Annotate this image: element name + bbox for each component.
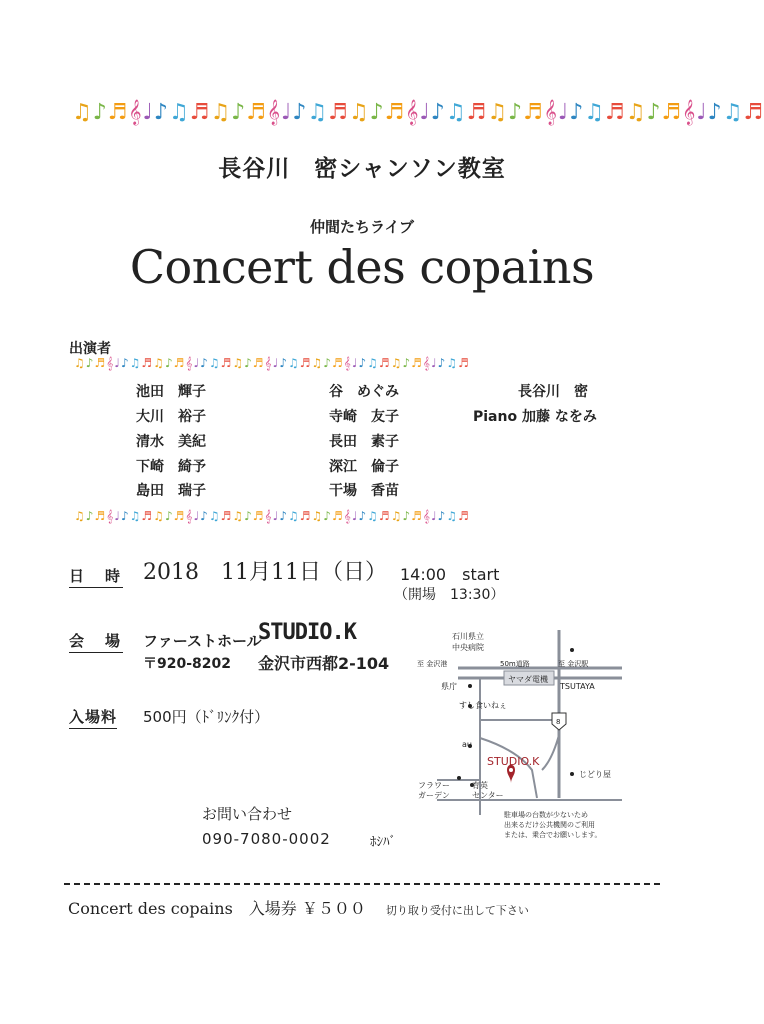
music-note-icon: ♪ [646,100,662,125]
venue-hall: ファーストホール [143,632,262,650]
music-note-icon: 𝄞 [682,100,697,125]
music-note-icon: ♫ [584,100,606,125]
music-note-icon: ♬ [523,100,544,125]
music-note-icon: ♫ [367,356,379,370]
music-note-icon: 𝄞 [405,100,420,125]
performer-name: 清水 美紀 [136,434,206,450]
datetime-label: 日 時 [69,565,123,588]
music-note-icon: ♫ [129,509,142,523]
music-note-icon: ♪ [358,356,368,370]
event-subtitle: 仲間たちライブ [309,218,415,236]
music-note-icon: 𝄞 [343,509,352,523]
music-note-icon: ♬ [173,509,186,523]
map-label: 駐車場の台数が少ないため [504,811,588,819]
music-note-icon: 𝄞 [266,100,281,125]
music-note-icon: ♫ [168,100,190,125]
music-note-icon: ♪ [369,100,385,125]
music-note-icon: ♪ [508,100,524,125]
music-note-icon: ♫ [446,356,459,370]
music-note-icon: ♫ [74,356,86,370]
music-note-icon: ♪ [323,509,332,523]
school-name: 長谷川 密シャンソン教室 [218,156,506,182]
music-note-icon: ♫ [311,509,324,523]
music-note-icon: ♫ [348,100,370,125]
map-label: au [462,740,472,749]
music-note-icon: ♬ [252,356,265,370]
map-label: 中央病院 [452,643,484,652]
start-time: 14:00 start [400,565,500,584]
performer-name: 池田 輝子 [136,384,206,400]
music-note-icon: 𝄞 [128,100,143,125]
music-note-icon: ♩ [114,356,121,370]
music-note-icon: ♫ [72,100,93,125]
contact-name: ﾎｼﾊﾞ [370,835,396,850]
music-note-icon: ♫ [208,509,221,523]
map-label: 50m道路 [500,660,530,668]
music-note-icon: ♫ [390,509,403,523]
music-note-icon: ♬ [141,509,154,523]
music-note-icon: ♬ [299,356,312,370]
music-note-icon: ♩ [430,509,438,523]
music-note-icon: ♫ [722,100,744,125]
music-note-icon: 𝄞 [422,356,431,370]
music-note-icon: ♬ [220,356,233,370]
ticket-note: 切り取り受付に出して下さい [385,904,529,917]
music-note-icon: ♪ [279,509,288,523]
music-note-icon: ♩ [419,100,431,125]
music-note-icon: ♫ [367,509,379,523]
music-note-icon: ♬ [331,356,344,370]
music-note-icon: ♫ [445,100,467,125]
music-note-icon: ♬ [605,100,626,125]
music-note-icon: ♫ [208,356,221,370]
event-date: 2018 11月11日（日） [143,560,387,585]
concert-title: Concert des copains [129,240,595,294]
map-label: フラワー [418,781,450,790]
music-note-icon: ♪ [402,509,412,523]
music-note-icon: ♬ [384,100,406,125]
fee-value: 500円（ﾄﾞﾘﾝｸ付） [143,708,270,726]
map-label: 出来るだけ公共機関のご利用 [504,821,595,829]
music-note-icon: ♩ [142,100,154,125]
music-note-icon: 𝄞 [422,509,431,523]
music-note-icon: ♬ [661,100,683,125]
music-note-icon: ♪ [120,356,130,370]
performer-name: 大川 裕子 [136,409,206,425]
music-note-icon: ♫ [487,100,509,125]
music-note-icon: ♪ [358,509,368,523]
music-note-icon: ♬ [328,100,349,125]
music-note-icon: ♪ [85,356,95,370]
map-label: STUDIO.K [487,755,540,768]
music-note-icon: ♪ [402,356,412,370]
music-note-icon: ♫ [129,356,142,370]
music-note-icon: ♪ [323,356,332,370]
music-note-icon: 𝄞 [106,356,115,370]
venue-label: 会 場 [69,630,123,653]
cut-line-divider [64,883,660,885]
music-note-icon: 𝄞 [185,356,194,370]
music-note-icon: ♪ [437,356,447,370]
music-note-icon: ♩ [696,100,708,125]
map-label: ヤマダ電機 [508,675,548,684]
music-note-icon: ♬ [458,356,470,370]
music-note-icon: ♫ [232,509,245,523]
map-label: 県庁 [441,682,457,691]
music-notes-border-middle [74,356,604,371]
map-label: 至 金沢駅 [558,660,589,668]
music-note-icon: ♬ [411,356,423,370]
music-note-icon: ♩ [351,356,359,370]
music-note-icon: ♬ [411,509,423,523]
music-note-icon: ♩ [430,356,438,370]
music-note-icon: ♪ [292,100,308,125]
music-note-icon: 𝄞 [264,509,273,523]
music-note-icon: ♬ [299,509,312,523]
performer-name: 長田 素子 [329,434,399,450]
map-label: じどり屋 [579,770,611,779]
music-notes-border-top [72,100,764,125]
music-note-icon: ♪ [164,509,174,523]
music-note-icon: ♬ [743,100,764,125]
music-note-icon: 𝄞 [343,356,352,370]
ticket-stub [68,896,529,919]
venue-address: 金沢市西都2-104 [258,654,390,673]
music-note-icon: ♪ [244,356,253,370]
music-note-icon: ♩ [193,356,201,370]
music-notes-border-bottom [74,509,604,524]
fee-label: 入場料 [69,706,117,729]
music-note-icon: 𝄞 [543,100,558,125]
music-note-icon: ♫ [153,509,165,523]
performers-label: 出演者 [69,341,111,357]
music-note-icon: ♪ [153,100,169,125]
music-note-icon: ♬ [378,356,391,370]
performer-name: 干場 香苗 [329,483,399,499]
music-note-icon: ♩ [351,509,359,523]
map-label: ガーデン [418,791,450,800]
music-note-icon: ♬ [458,509,470,523]
music-note-icon: ♫ [287,356,300,370]
music-note-icon: ♪ [707,100,723,125]
map-label: すし食いねぇ [459,701,507,710]
music-note-icon: ♬ [107,100,129,125]
music-note-icon: ♪ [279,356,288,370]
postal-code: 〒920-8202 [143,656,231,672]
music-note-icon: ♫ [311,356,324,370]
doors-open-time: （開場 13:30） [394,587,505,603]
music-note-icon: 𝄞 [185,509,194,523]
music-note-icon: ♪ [164,356,174,370]
music-note-icon: ♪ [569,100,585,125]
music-note-icon: ♬ [252,509,265,523]
performer-name: 深江 倫子 [329,459,399,475]
music-note-icon: ♫ [153,356,165,370]
music-note-icon: ♫ [446,509,459,523]
music-note-icon: ♪ [120,509,130,523]
map-label: 至 金沢港 [417,660,448,668]
music-note-icon: ♩ [557,100,570,125]
music-note-icon: ♪ [437,509,447,523]
studio-name: STUDIO.K [258,620,356,645]
music-note-icon: ♩ [114,509,121,523]
music-note-icon: ♫ [232,356,245,370]
music-note-icon: ♫ [307,100,329,125]
music-note-icon: ♬ [189,100,211,125]
music-note-icon: ♪ [231,100,247,125]
performer-name: 谷 めぐみ [329,384,399,400]
music-note-icon: ♫ [287,509,300,523]
music-note-icon: ♩ [272,509,280,523]
map-label: センター [472,791,504,800]
performer-name: 寺崎 友子 [329,409,399,425]
music-note-icon: 𝄞 [106,509,115,523]
music-note-icon: ♪ [200,356,209,370]
contact-phone: 090-7080-0002 [202,830,331,848]
music-note-icon: ♬ [246,100,267,125]
music-note-icon: ♫ [74,509,86,523]
music-note-icon: ♪ [244,509,253,523]
music-note-icon: ♪ [85,509,95,523]
music-note-icon: ♬ [466,100,488,125]
contact-label: お問い合わせ [202,805,293,823]
music-note-icon: ♬ [141,356,154,370]
performer-name: 島田 瑞子 [136,483,206,499]
music-note-icon: ♪ [92,100,108,125]
music-note-icon: ♬ [220,509,233,523]
music-note-icon: ♫ [390,356,403,370]
ticket-text: Concert des copains 入場券 ￥５００ [68,899,366,918]
map-label: 8 [556,718,561,726]
music-note-icon: ♫ [210,100,232,125]
music-note-icon: ♪ [430,100,446,125]
music-note-icon: ♬ [94,509,107,523]
music-note-icon: 𝄞 [264,356,273,370]
music-note-icon: ♪ [200,509,209,523]
performer-name: 長谷川 密 [518,384,588,400]
map-label: 育英 [472,781,488,790]
music-note-icon: ♫ [625,100,647,125]
music-note-icon: ♩ [272,356,280,370]
pianist-name: Piano 加藤 なをみ [473,409,597,425]
music-note-icon: ♬ [173,356,186,370]
music-note-icon: ♬ [378,509,391,523]
map-label: 石川県立 [452,632,484,641]
map-label: または、乗合でお願いします。 [504,831,602,839]
music-note-icon: ♩ [193,509,201,523]
music-note-icon: ♩ [280,100,293,125]
map-label: TSUTAYA [560,682,595,691]
performer-name: 下崎 綺予 [136,459,206,475]
music-note-icon: ♬ [94,356,107,370]
music-note-icon: ♬ [331,509,344,523]
venue-map [412,620,632,850]
